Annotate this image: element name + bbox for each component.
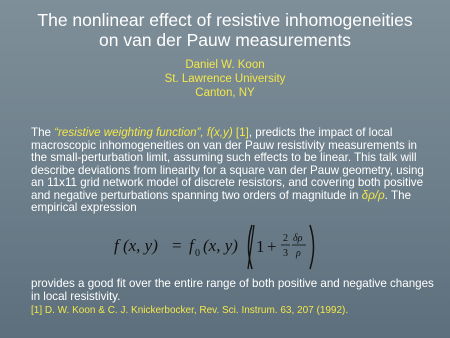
eq-subscript-0: 0 — [195, 248, 200, 259]
author-block — [0, 58, 450, 100]
equation-graphic — [112, 221, 322, 273]
reference-citation: [1] D. W. Koon & C. J. Knickerbocker, Rev. Sci. Instrum. 63, 207 (1992). — [31, 305, 349, 316]
slide-title — [18, 10, 432, 50]
weighting-function-term: “resistive weighting function”, f(x,y) — [54, 126, 233, 139]
conclusion-paragraph: provides a good fit over the entire range of both positive and negative changes in local resistivity. — [31, 277, 434, 303]
eq-one: 1 — [256, 237, 265, 256]
eq-denominator-3: 3 — [283, 248, 288, 259]
delta-rho-symbol: δρ/ρ — [361, 188, 385, 202]
author-location: Canton, NY — [195, 87, 255, 99]
eq-numerator-drho: δρ — [293, 233, 303, 244]
eq-close-paren — [310, 225, 314, 269]
author-institution: St. Lawrence University — [164, 73, 286, 85]
title-line-1: The nonlinear effect of resistive inhomogeneities — [37, 10, 413, 30]
eq-lhs: f (x, y) — [114, 236, 158, 255]
author-name: Daniel W. Koon — [185, 59, 265, 71]
eq-denominator-rho: ρ — [296, 248, 301, 259]
eq-numerator-2: 2 — [283, 233, 288, 244]
abstract-tail: . The empirical expression — [31, 188, 412, 214]
citation-marker: [1] — [232, 126, 249, 139]
abstract-lead: The — [31, 126, 55, 139]
title-line-2: on van der Pauw measurements — [99, 30, 351, 50]
empirical-equation — [112, 221, 322, 273]
eq-plus: + — [267, 237, 277, 256]
eq-equals: = — [172, 236, 182, 255]
eq-args: (x, y) — [203, 236, 238, 255]
abstract-paragraph — [31, 127, 435, 215]
abstract-body: , predicts the impact of local macroscopic inhomogeneities on van der Pauw resistivity measurements in the small-perturbation limit, assuming such effects to be linear. This talk will describe deviations from linearity for a square van der Pauw geometry, using an 11x11 grid network model of discrete resistors, and covering both positive and negative perturbations spanning two orders of magnitude in — [31, 126, 424, 202]
eq-f0: f — [189, 236, 194, 255]
